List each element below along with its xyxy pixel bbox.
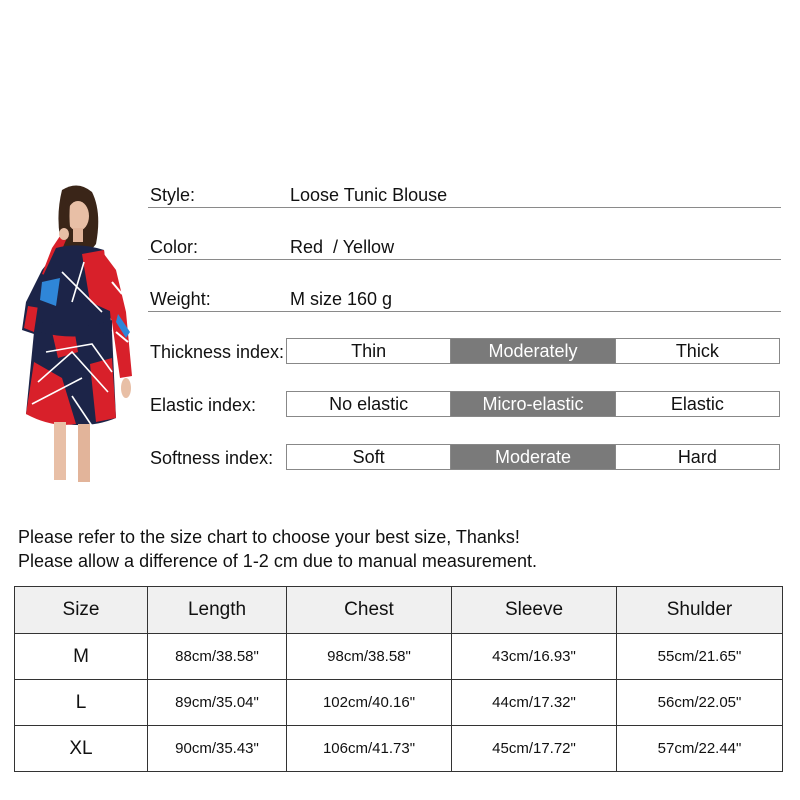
table-row <box>15 680 783 726</box>
softness-option-hard: Hard <box>615 445 779 469</box>
style-divider <box>148 207 781 208</box>
softness-option-moderate: Moderate <box>450 445 614 469</box>
weight-divider <box>148 311 781 312</box>
weight-label: Weight: <box>150 289 211 309</box>
cell-length: 89cm/35.04" <box>148 680 287 726</box>
header-chest: Chest <box>287 587 452 634</box>
header-shoulder: Shulder <box>617 587 783 634</box>
header-length: Length <box>148 587 287 634</box>
softness-label: Softness index: <box>150 448 274 468</box>
color-value: Red / Yellow <box>290 237 395 257</box>
cell-sleeve: 43cm/16.93" <box>452 634 617 680</box>
style-value: Loose Tunic Blouse <box>290 185 448 205</box>
cell-chest: 106cm/41.73" <box>287 726 452 772</box>
softness-scale <box>286 444 780 470</box>
table-row <box>15 726 783 772</box>
thickness-option-thick: Thick <box>615 339 779 363</box>
elastic-label: Elastic index: <box>150 395 257 415</box>
model-illustration <box>12 182 144 482</box>
elastic-option-no-elastic: No elastic <box>329 393 409 414</box>
cell-size: M <box>15 634 148 680</box>
elastic-option-micro-elastic: Micro-elastic <box>450 392 614 416</box>
table-row <box>15 634 783 680</box>
elastic-scale <box>286 391 780 417</box>
color-label: Color: <box>150 237 199 257</box>
cell-shoulder: 55cm/21.65" <box>617 634 783 680</box>
model-photo <box>12 182 144 482</box>
thickness-option-moderately: Moderately <box>450 339 614 363</box>
cell-chest: 98cm/38.58" <box>287 634 452 680</box>
thickness-option-thin: Thin <box>351 340 387 361</box>
cell-shoulder: 56cm/22.05" <box>617 680 783 726</box>
measurement-note: Please allow a difference of 1-2 cm due to manual measurement. <box>18 551 537 571</box>
cell-sleeve: 45cm/17.72" <box>452 726 617 772</box>
size-chart-table <box>14 586 783 772</box>
cell-shoulder: 57cm/22.44" <box>617 726 783 772</box>
header-size: Size <box>15 587 148 634</box>
cell-size: L <box>15 680 148 726</box>
cell-length: 88cm/38.58" <box>148 634 287 680</box>
cell-length: 90cm/35.43" <box>148 726 287 772</box>
table-header-row <box>15 587 783 634</box>
cell-size: XL <box>15 726 148 772</box>
header-sleeve: Sleeve <box>452 587 617 634</box>
style-label: Style: <box>150 185 196 205</box>
color-divider <box>148 259 781 260</box>
elastic-option-elastic: Elastic <box>615 392 779 416</box>
size-chart-note: Please refer to the size chart to choose your best size, Thanks! <box>18 527 520 547</box>
cell-sleeve: 44cm/17.32" <box>452 680 617 726</box>
cell-chest: 102cm/40.16" <box>287 680 452 726</box>
softness-option-soft: Soft <box>352 446 385 467</box>
weight-value: M size 160 g <box>290 289 393 309</box>
thickness-label: Thickness index: <box>150 342 285 362</box>
thickness-scale <box>286 338 780 364</box>
